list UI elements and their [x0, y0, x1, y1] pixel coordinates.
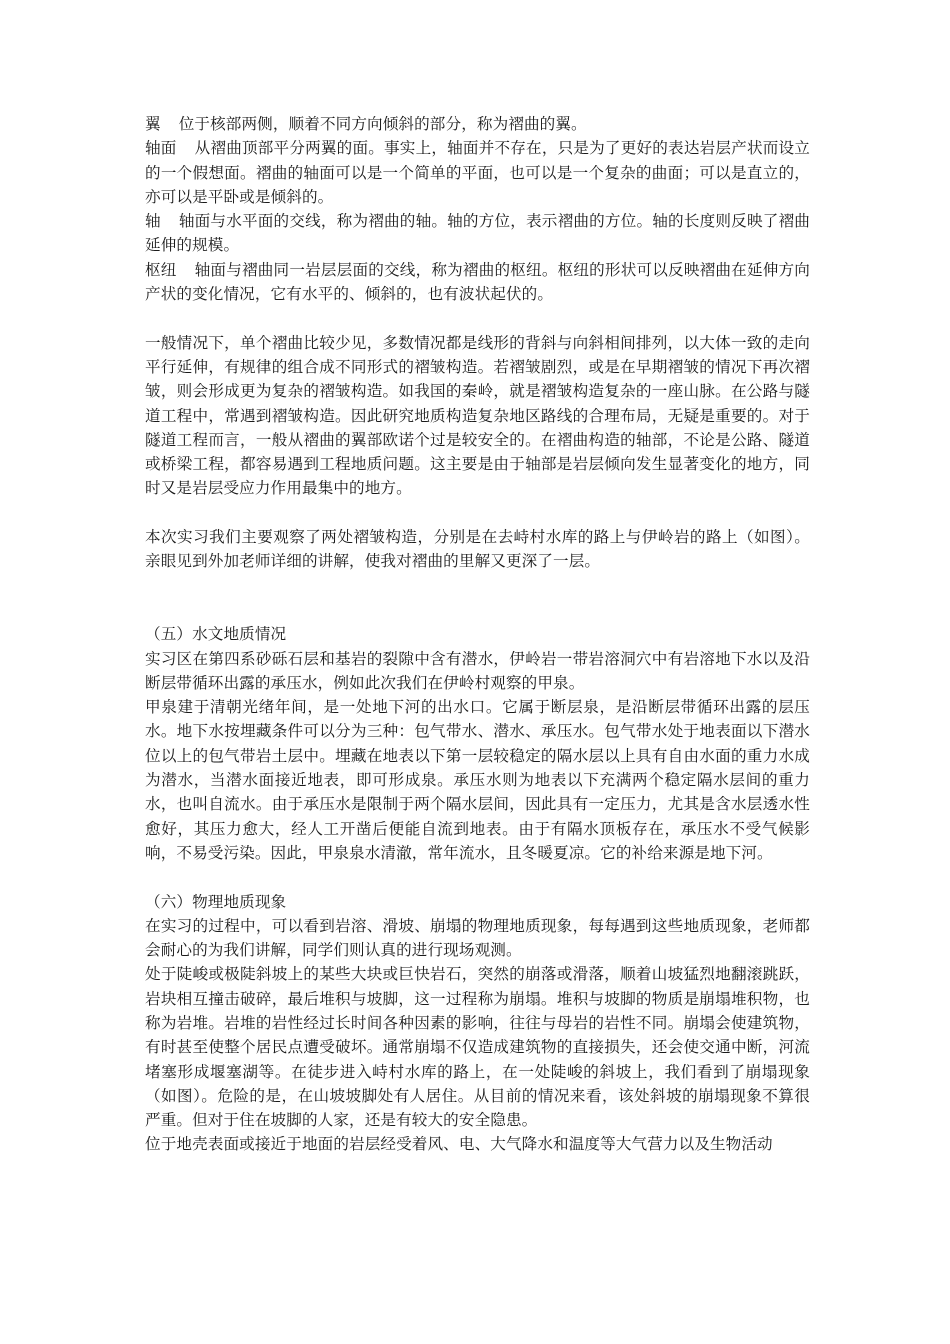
paragraph-folds: 一般情况下，单个褶曲比较少见，多数情况都是线形的背斜与向斜相间排列，以大体一致的走向平行延伸，有规律的组合成不同形式的褶皱构造。若褶皱剧烈，或是在早期褶皱的情况下再次褶皱，则会形成更为复杂的褶皱构造。如我国的秦岭，就是褶皱构造复杂的一座山脉。在公路与隧道工程中，常遇到褶皱构造。因此研究地质构造复杂地区路线的合理布局，无疑是重要的。对于隧道工程而言，一般从褶曲的翼部欧诺个过是较安全的。在褶曲构造的轴部，不论是公路、隧道或桥梁工程，都容易遇到工程地质问题。这主要是由于轴部是岩层倾向发生显著变化的地方，同时又是岩层受应力作用最集中的地方。	[145, 333, 810, 498]
paragraph-spacer	[145, 306, 810, 330]
term-wing: 翼	[145, 115, 161, 133]
definition-hinge	[145, 258, 810, 307]
definition-wing-text: 位于核部两侧，顺着不同方向倾斜的部分，称为褶曲的翼。	[178, 115, 587, 133]
paragraph-spacer	[145, 865, 810, 889]
term-axis: 轴	[145, 212, 161, 231]
paragraph-spacer	[145, 501, 810, 525]
section-heading-hydrogeology: （五）水文地质情况	[145, 625, 287, 644]
section-heading-physical-geology: （六）物理地质现象	[145, 892, 287, 911]
definition-axial-plane	[145, 136, 810, 209]
paragraph-physical-2: 处于陡峻或极陡斜坡上的某些大块或巨快岩石，突然的崩落或滑落，顺着山坡猛烈地翻滚跳跃，岩块相互撞击破碎，最后堆积与坡脚，这一过程称为崩塌。堆积与坡脚的物质是崩塌堆积物，也称为岩堆。岩堆的岩性经过长时间各种因素的影响，往往与母岩的岩性不同。崩塌会使建筑物，有时甚至使整个居民点遭受破坏。通常崩塌不仅造成建筑物的直接损失，还会使交通中断，河流堵塞形成堰塞湖等。在徒步进入峙村水库的路上，在一处陡峻的斜坡上，我们看到了崩塌现象（如图）。危险的是，在山坡坡脚处有人居住。从目前的情况来看，该处斜坡的崩塌现象不算很严重。但对于住在坡脚的人家，还是有较大的安全隐患。	[145, 965, 810, 1130]
paragraph-physical-3: 位于地壳表面或接近于地面的岩层经受着风、电、大气降水和温度等大气营力以及生物活动	[145, 1135, 773, 1154]
paragraph-physical-1: 在实习的过程中，可以看到岩溶、滑坡、崩塌的物理地质现象，每每遇到这些地质现象，老师都会耐心的为我们讲解，同学们则认真的进行现场观测。	[145, 916, 810, 960]
term-hinge: 枢纽	[145, 260, 177, 279]
paragraph-hydro-2: 甲泉建于清朝光绪年间，是一处地下河的出水口。它属于断层泉，是沿断层带循环出露的层压水。地下水按埋藏条件可以分为三种：包气带水、潜水、承压水。包气带水处于地表面以下潜水位以上的包气带岩土层中。埋藏在地表以下第一层较稳定的隔水层以上具有自由水面的重力水成为潜水，当潜水面接近地表，即可形成泉。承压水则为地表以下充满两个稳定隔水层间的重力水，也叫自流水。由于承压水是限制于两个隔水层间，因此具有一定压力，尤其是含水层透水性愈好，其压力愈大，经人工开凿后便能自流到地表。由于有隔水顶板存在，承压水不受气候影响，不易受污染。因此，甲泉泉水清澈，常年流水，且冬暖夏凉。它的补给来源是地下河。	[145, 698, 810, 862]
document-page	[145, 112, 810, 1157]
paragraph-hydro-1: 实习区在第四系砂砾石层和基岩的裂隙中含有潜水，伊岭岩一带岩溶洞穴中有岩溶地下水以及沿断层带循环出露的承压水，例如此次我们在伊岭村观察的甲泉。	[145, 649, 810, 692]
paragraph-spacer	[145, 574, 810, 623]
definition-hinge-text: 轴面与褶曲同一岩层层面的交线，称为褶曲的枢纽。枢纽的形状可以反映褶曲在延伸方向产状的变化情况，它有水平的、倾斜的，也有波状起伏的。	[145, 260, 810, 304]
paragraph-observation: 本次实习我们主要观察了两处褶皱构造，分别是在去峙村水库的路上与伊岭岩的路上（如图）。亲眼见到外加老师详细的讲解，使我对褶曲的里解又更深了一层。	[145, 528, 810, 571]
definition-axis	[145, 209, 810, 258]
definition-wing	[145, 112, 810, 136]
definition-axis-text: 轴面与水平面的交线，称为褶曲的轴。轴的方位，表示褶曲的方位。轴的长度则反映了褶曲延伸的规模。	[145, 212, 810, 255]
term-axial-plane: 轴面	[145, 139, 177, 158]
definition-axial-plane-text: 从褶曲顶部平分两翼的面。事实上，轴面并不存在，只是为了更好的表达岩层产状而设立的一个假想面。褶曲的轴面可以是一个简单的平面，也可以是一个复杂的曲面；可以是直立的，亦可以是平卧或是倾斜的。	[145, 139, 810, 206]
